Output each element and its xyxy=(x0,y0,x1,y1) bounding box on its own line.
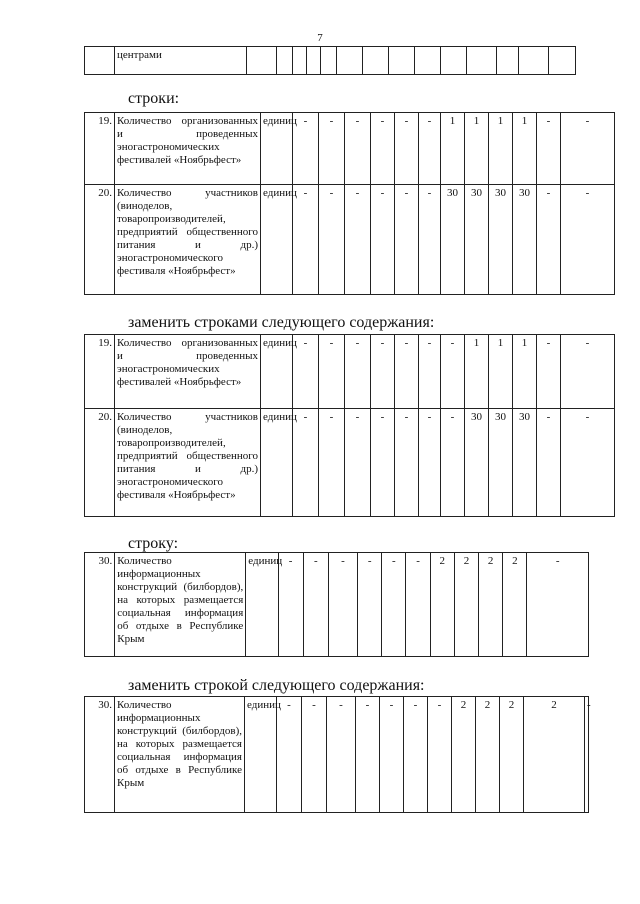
row-unit: единиц xyxy=(261,409,293,517)
value-cell: - xyxy=(537,409,561,517)
row-name: Количество организованных и проведенных эногастрономических фестивалей «Ноябрьфест» xyxy=(115,113,261,185)
value-cell: 1 xyxy=(441,113,465,185)
value-cell: 2 xyxy=(503,553,527,657)
value-cell: 2 xyxy=(454,553,478,657)
value-cell: - xyxy=(319,185,345,295)
value-cell: 1 xyxy=(513,113,537,185)
value-cell: - xyxy=(395,335,419,409)
value-cell: 1 xyxy=(513,335,537,409)
row-unit: единиц xyxy=(261,113,293,185)
row-number: 20. xyxy=(85,409,115,517)
value-cell: - xyxy=(441,409,465,517)
table-row xyxy=(85,335,615,409)
value-cell: - xyxy=(561,185,615,295)
value-cell: - xyxy=(395,185,419,295)
value-cell: - xyxy=(293,185,319,295)
row-unit: единиц xyxy=(261,185,293,295)
value-cell: - xyxy=(585,697,589,813)
continuation-table xyxy=(84,46,576,75)
value-cell: 30 xyxy=(513,409,537,517)
value-cell: 30 xyxy=(465,409,489,517)
value-cell: 1 xyxy=(489,113,513,185)
row-unit: единиц xyxy=(245,697,277,813)
value-cell: - xyxy=(371,335,395,409)
value-cell: 30 xyxy=(513,185,537,295)
row-name: Количество информационных конструкций (билбордов), на которых размещается социальная информация об отдыхе в Республике Крым xyxy=(115,697,245,813)
value-cell: - xyxy=(319,335,345,409)
value-cell: - xyxy=(561,113,615,185)
value-cell: - xyxy=(382,553,406,657)
indicators-table xyxy=(84,112,615,295)
value-cell: - xyxy=(345,335,371,409)
value-cell: - xyxy=(537,185,561,295)
value-cell: - xyxy=(419,185,441,295)
value-cell: 30 xyxy=(489,409,513,517)
value-cell: - xyxy=(395,113,419,185)
value-cell: - xyxy=(404,697,428,813)
indicators-table xyxy=(84,334,615,517)
value-cell: - xyxy=(293,335,319,409)
value-cell: - xyxy=(303,553,328,657)
value-cell: - xyxy=(278,553,303,657)
row-name: Количество организованных и проведенных эногастрономических фестивалей «Ноябрьфест» xyxy=(115,335,261,409)
section-heading: строки: xyxy=(128,90,180,107)
value-cell: - xyxy=(356,697,380,813)
table-row xyxy=(85,185,615,295)
value-cell: - xyxy=(358,553,382,657)
value-cell: - xyxy=(319,113,345,185)
indicators-table xyxy=(84,696,589,813)
value-cell: - xyxy=(419,409,441,517)
section-heading: заменить строками следующего содержания: xyxy=(128,314,435,331)
value-cell: 30 xyxy=(489,185,513,295)
value-cell: - xyxy=(537,113,561,185)
table-row xyxy=(85,409,615,517)
value-cell: - xyxy=(293,113,319,185)
value-cell: - xyxy=(419,335,441,409)
value-cell: - xyxy=(302,697,327,813)
section-heading: строку: xyxy=(128,535,179,552)
value-cell: - xyxy=(441,335,465,409)
value-cell: - xyxy=(328,553,357,657)
value-cell: - xyxy=(345,185,371,295)
value-cell: - xyxy=(293,409,319,517)
value-cell: 30 xyxy=(465,185,489,295)
value-cell: - xyxy=(371,113,395,185)
value-cell: - xyxy=(527,553,589,657)
row-name: Количество участников (виноделов, товаропроизводителей, предприятий общественного питания и др.) эногастрономического фестиваля «Ноябрьфест» xyxy=(115,409,261,517)
value-cell: - xyxy=(277,697,302,813)
value-cell: - xyxy=(319,409,345,517)
row-number: 20. xyxy=(85,185,115,295)
value-cell: - xyxy=(345,409,371,517)
value-cell: 2 xyxy=(500,697,524,813)
row-number: 19. xyxy=(85,113,115,185)
value-cell: 1 xyxy=(489,335,513,409)
value-cell: 2 xyxy=(479,553,503,657)
value-cell: 1 xyxy=(465,335,489,409)
row-number: 30. xyxy=(85,553,115,657)
value-cell: - xyxy=(371,409,395,517)
page-number: 7 xyxy=(317,32,323,44)
value-cell: - xyxy=(380,697,404,813)
row-number: 19. xyxy=(85,335,115,409)
value-cell: 2 xyxy=(476,697,500,813)
row-unit: единиц xyxy=(261,335,293,409)
row-unit: единиц xyxy=(246,553,278,657)
table-row xyxy=(85,553,589,657)
value-cell: - xyxy=(537,335,561,409)
value-cell: 2 xyxy=(524,697,585,813)
value-cell: 2 xyxy=(430,553,454,657)
value-cell: - xyxy=(428,697,452,813)
row-name: центрами xyxy=(115,47,247,75)
value-cell: - xyxy=(406,553,430,657)
table-row xyxy=(85,47,576,75)
value-cell: - xyxy=(561,335,615,409)
section-heading: заменить строкой следующего содержания: xyxy=(128,677,425,694)
value-cell: - xyxy=(419,113,441,185)
value-cell: - xyxy=(327,697,356,813)
indicators-table xyxy=(84,552,589,657)
table-row xyxy=(85,113,615,185)
value-cell: 2 xyxy=(452,697,476,813)
row-name: Количество информационных конструкций (билбордов), на которых размещается социальная информация об отдыхе в Республике Крым xyxy=(115,553,246,657)
row-number: 30. xyxy=(85,697,115,813)
value-cell: - xyxy=(561,409,615,517)
table-row xyxy=(85,697,589,813)
row-name: Количество участников (виноделов, товаропроизводителей, предприятий общественного питания и др.) эногастрономического фестиваля «Ноябрьфест» xyxy=(115,185,261,295)
value-cell: 30 xyxy=(441,185,465,295)
value-cell: 1 xyxy=(465,113,489,185)
value-cell: - xyxy=(395,409,419,517)
value-cell: - xyxy=(345,113,371,185)
value-cell: - xyxy=(371,185,395,295)
